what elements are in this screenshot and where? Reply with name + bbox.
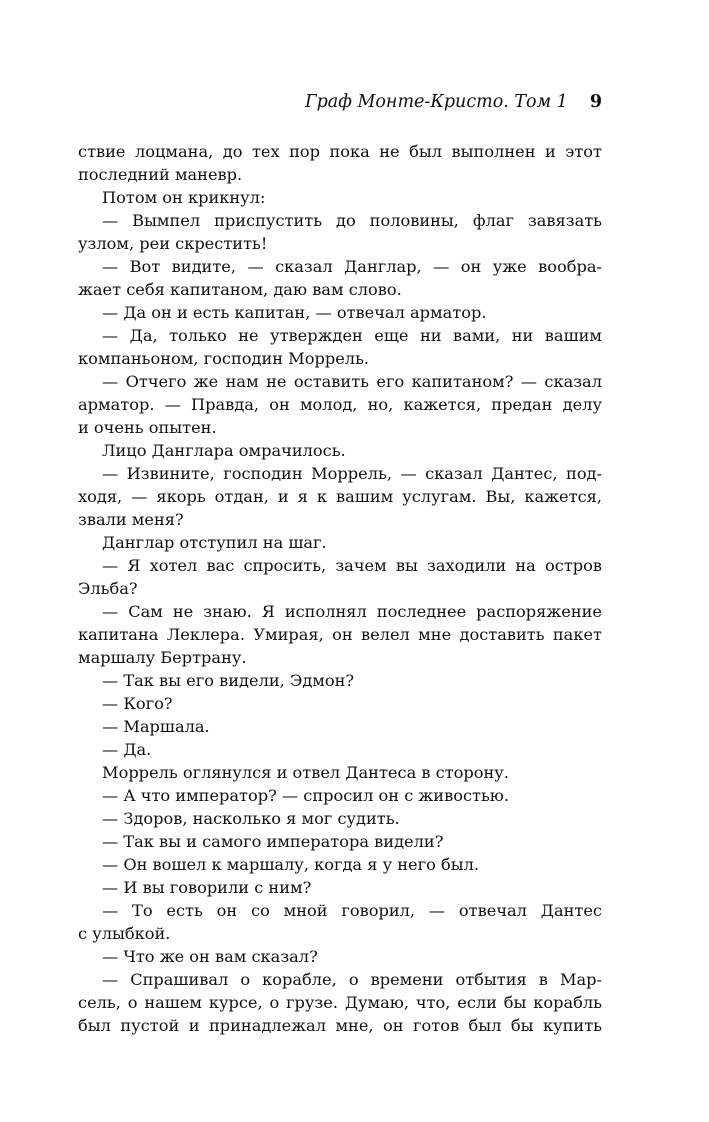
text-line: звали меня? xyxy=(78,510,184,529)
text-line: — Отчего же нам не оставить его капитаном? — сказал xyxy=(102,372,602,391)
text-line: и очень опытен. xyxy=(78,418,217,437)
text-line: — Сам не знаю. Я исполнял последнее распоряжение xyxy=(102,602,602,621)
book-text xyxy=(78,140,602,1037)
text-line: был пустой и принадлежал мне, он готов был бы купить xyxy=(78,1016,602,1035)
text-line: ходя, — якорь отдан, и я к вашим услугам. Вы, кажется, xyxy=(78,487,602,506)
text-line: с улыбкой. xyxy=(78,924,171,943)
text-line: жает себя капитаном, даю вам слово. xyxy=(78,280,402,299)
text-line: — Да он и есть капитан, — отвечал арматор. xyxy=(102,303,487,322)
text-line: последний маневр. xyxy=(78,165,243,184)
text-line: — А что император? — спросил он с живостью. xyxy=(102,786,510,805)
text-line: — Кого? xyxy=(102,694,173,713)
text-line: — Я хотел вас спросить, зачем вы заходили на остров xyxy=(102,556,602,575)
text-line: — Извините, господин Моррель, — сказал Дантес, под- xyxy=(102,464,602,483)
text-line: арматор. — Правда, он молод, но, кажется, предан делу xyxy=(78,395,602,414)
text-line: — Маршала. xyxy=(102,717,210,736)
text-line: — Так вы его видели, Эдмон? xyxy=(102,671,355,690)
text-line: Данглар отступил на шаг. xyxy=(102,533,327,552)
text-line: компаньоном, господин Моррель. xyxy=(78,349,370,368)
text-line: — Он вошел к маршалу, когда я у него был. xyxy=(102,855,480,874)
text-line: — Спрашивал о корабле, о времени отбытия в Мар- xyxy=(102,970,602,989)
text-line: Эльба? xyxy=(78,579,138,598)
text-line: — Вот видите, — сказал Данглар, — он уже вообра- xyxy=(102,257,602,276)
text-line: — Что же он вам сказал? xyxy=(102,947,318,966)
text-line: — То есть он со мной говорил, — отвечал Дантес xyxy=(102,901,602,920)
text-line: — Так вы и самого императора видели? xyxy=(102,832,444,851)
text-line: — Да. xyxy=(102,740,152,759)
text-line: ствие лоцмана, до тех пор пока не был выполнен и этот xyxy=(78,142,602,161)
text-line: капитана Леклера. Умирая, он велел мне доставить пакет xyxy=(78,625,602,644)
text-line: — Здоров, насколько я мог судить. xyxy=(102,809,400,828)
text-line: узлом, реи скрестить! xyxy=(78,234,268,253)
text-line: маршалу Бертрану. xyxy=(78,648,247,667)
page-number: 9 xyxy=(589,92,602,112)
text-line: — Да, только не утвержден еще ни вами, ни вашим xyxy=(102,326,602,345)
text-line: Потом он крикнул: xyxy=(102,188,266,207)
text-line: сель, о нашем курсе, о грузе. Думаю, что, если бы корабль xyxy=(78,993,602,1012)
text-line: Моррель оглянулся и отвел Дантеса в сторону. xyxy=(102,763,509,782)
text-line: Лицо Данглара омрачилось. xyxy=(102,441,346,460)
page-header xyxy=(78,90,602,114)
running-title: Граф Монте-Кристо. Том 1 xyxy=(304,92,568,112)
text-line: — Вымпел приспустить до половины, флаг завязать xyxy=(102,211,602,230)
text-line: — И вы говорили с ним? xyxy=(102,878,312,897)
